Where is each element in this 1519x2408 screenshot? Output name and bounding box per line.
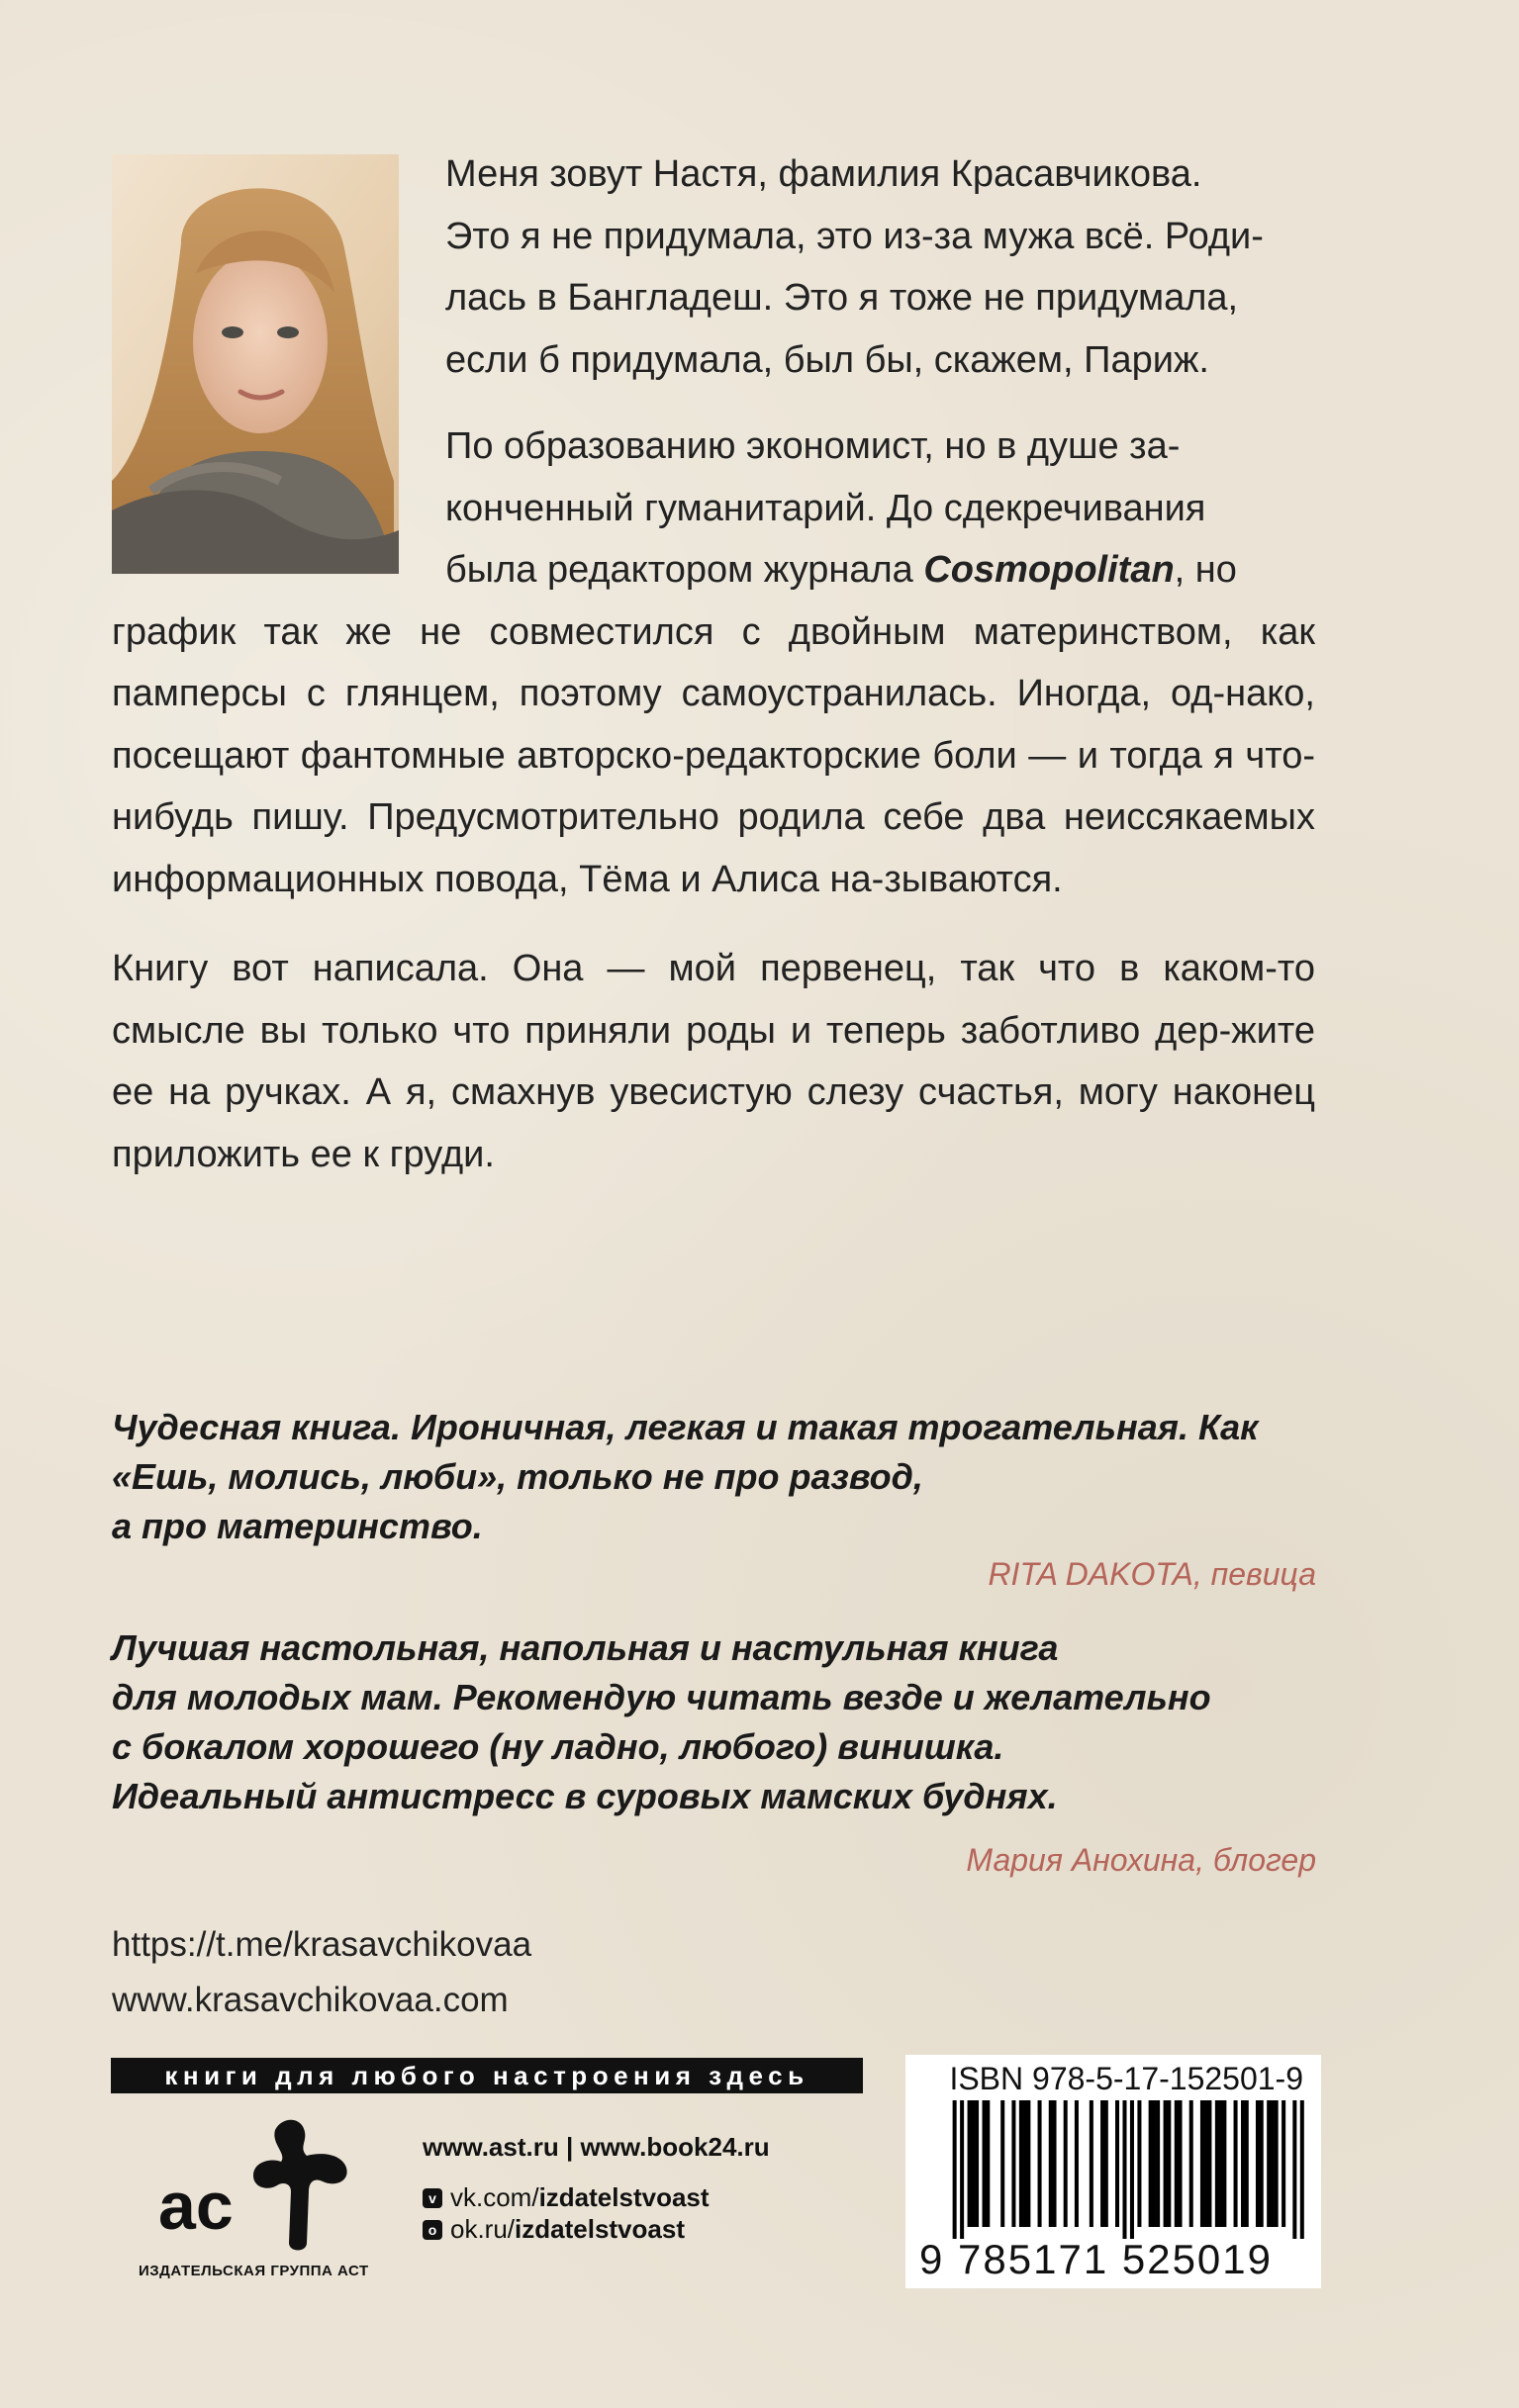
barcode-bar [1075,2100,1079,2227]
barcode-bar [1204,2100,1208,2227]
barcode-bar [1241,2100,1245,2227]
barcode-bar [1000,2100,1004,2227]
barcode-bar [1130,2100,1134,2239]
bio-paragraph: график так же не совместился с двойным материнством, как памперсы с глянцем, поэтому самоустранилась. Иногда, од-нако, посещают фантомные авторско-редакторские боли — и тогда я что-нибудь пишу. Предусмотрительно родила себе два неиссякаемых информационных повода, Тёма и Алиса на-зываются. [112,610,1315,900]
magazine-name: Cosmopolitan [923,549,1175,591]
barcode-bar [1038,2100,1042,2227]
ok-prefix: ok.ru/ [450,2214,516,2244]
barcode-bar [1090,2100,1093,2227]
barcode-bar [1222,2100,1226,2227]
barcode-bar [960,2100,964,2239]
bio-line: если б придумала, был бы, скажем, Париж. [445,338,1209,381]
review-quote [112,1623,1319,1821]
barcode-bar [1167,2100,1171,2227]
quote-line: а про материнство. [112,1506,483,1546]
barcode-bar [1175,2100,1179,2227]
barcode-bar [1137,2100,1141,2227]
publisher-websites[interactable]: www.ast.ru | www.book24.ru [423,2132,770,2162]
barcode-bar [1282,2100,1285,2227]
barcode-bar [1179,2100,1183,2227]
barcode-bar [986,2100,990,2227]
bio-line: По образованию экономист, но в душе за- [445,425,1181,467]
ok-icon: o [423,2220,442,2240]
publisher-caption: ИЗДАТЕЛЬСКАЯ ГРУППА АСТ [139,2263,369,2279]
isbn-block [905,2055,1321,2288]
barcode-bar [983,2100,987,2227]
barcode-digits: 9 785171 525019 [919,2236,1273,2282]
barcode-bar [1267,2100,1271,2227]
barcode-bar [1215,2100,1219,2227]
author-links [112,1917,531,2028]
barcode-bar [1115,2100,1119,2227]
barcode-bar [1234,2100,1238,2227]
barcode-bar [1275,2100,1279,2227]
barcode-bar [1260,2100,1264,2227]
promo-banner: книги для любого настроения здесь [111,2058,863,2093]
bio-line: конченный гуманитарий. До сдекречивания [445,487,1206,529]
barcode-bar [1049,2100,1053,2227]
barcode-bar [1152,2100,1156,2227]
barcode-bar [1219,2100,1223,2227]
bio-paragraph: Книгу вот написала. Она — мой первенец, так что в каком-то смысле вы только что приняли роды и теперь заботливо дер-жите ее на ручках. А я, смахнув увесистую слезу счастья, могу наконец приложить ее к груди. [112,948,1315,1175]
bio-line: лась в Бангладеш. Это я тоже не придумала, [445,277,1239,319]
barcode-bar [1011,2100,1015,2227]
quote-author: RITA DAKOTA, певица [988,1556,1316,1592]
review-quote [112,1403,1319,1551]
barcode-bar [1189,2100,1193,2227]
quote-line: Идеальный антистресс в суровых мамских буднях. [112,1776,1058,1816]
vk-prefix: vk.com/ [450,2182,539,2212]
vk-icon: v [423,2188,442,2208]
telegram-link[interactable]: https://t.me/krasavchikovaa [112,1925,532,1964]
quote-line: для молодых мам. Рекомендую читать везде и желательно [112,1677,1211,1717]
quote-line: Чудесная книга. Ироничная, легкая и такая трогательная. Как [112,1407,1259,1447]
barcode-bar [1256,2100,1260,2227]
barcode-bar [1026,2100,1030,2227]
quote-author: Мария Анохина, блогер [966,1842,1316,1878]
bio-text: была редактором журнала [445,549,924,591]
bio-line [445,539,1315,602]
barcode-bar [1292,2100,1296,2239]
barcode-bar [968,2100,972,2227]
quote-line: с бокалом хорошего (ну ладно, любого) винишка. [112,1726,1004,1767]
barcode-bar [1156,2100,1160,2227]
author-bio [112,143,1315,1185]
barcode-bar [1207,2100,1211,2227]
barcode-bar [1104,2100,1108,2227]
barcode-bar [975,2100,979,2227]
ok-name: izdatelstvoast [515,2214,685,2244]
barcode-bar [953,2100,957,2239]
bio-text: , но [1174,549,1237,591]
barcode-bar [971,2100,975,2227]
quote-line: Лучшая настольная, напольная и настульная книга [112,1627,1059,1668]
bio-line: Это я не придумала, это из-за мужа всё. Роди- [445,215,1264,257]
barcode-bar [1064,2100,1068,2227]
barcode-bar [1023,2100,1027,2227]
vk-name: izdatelstvoast [538,2182,710,2212]
ok-link[interactable] [423,2214,685,2245]
barcode-bar [1122,2100,1126,2239]
vk-link[interactable] [423,2182,710,2213]
barcode-bar [1052,2100,1056,2227]
barcode-bar [1019,2100,1023,2227]
ast-logo-icon [158,2112,356,2261]
isbn-label: ISBN 978-5-17-152501-9 [949,2061,1303,2096]
barcode-bar [1245,2100,1249,2227]
website-link[interactable]: www.krasavchikovaa.com [112,1981,509,2019]
barcode-bar [1271,2100,1275,2227]
barcode-bar [1164,2100,1168,2227]
barcode-bar [1300,2100,1304,2239]
barcode-bar [1149,2100,1153,2227]
bio-line: Меня зовут Настя, фамилия Красавчикова. [445,153,1202,195]
logo-lettering: ас [158,2169,234,2244]
barcode-bar [1100,2100,1104,2227]
barcode-bar [1200,2100,1204,2227]
quote-line: «Ешь, молись, люби», только не про развод, [112,1456,923,1497]
barcode-icon [919,2100,1311,2239]
